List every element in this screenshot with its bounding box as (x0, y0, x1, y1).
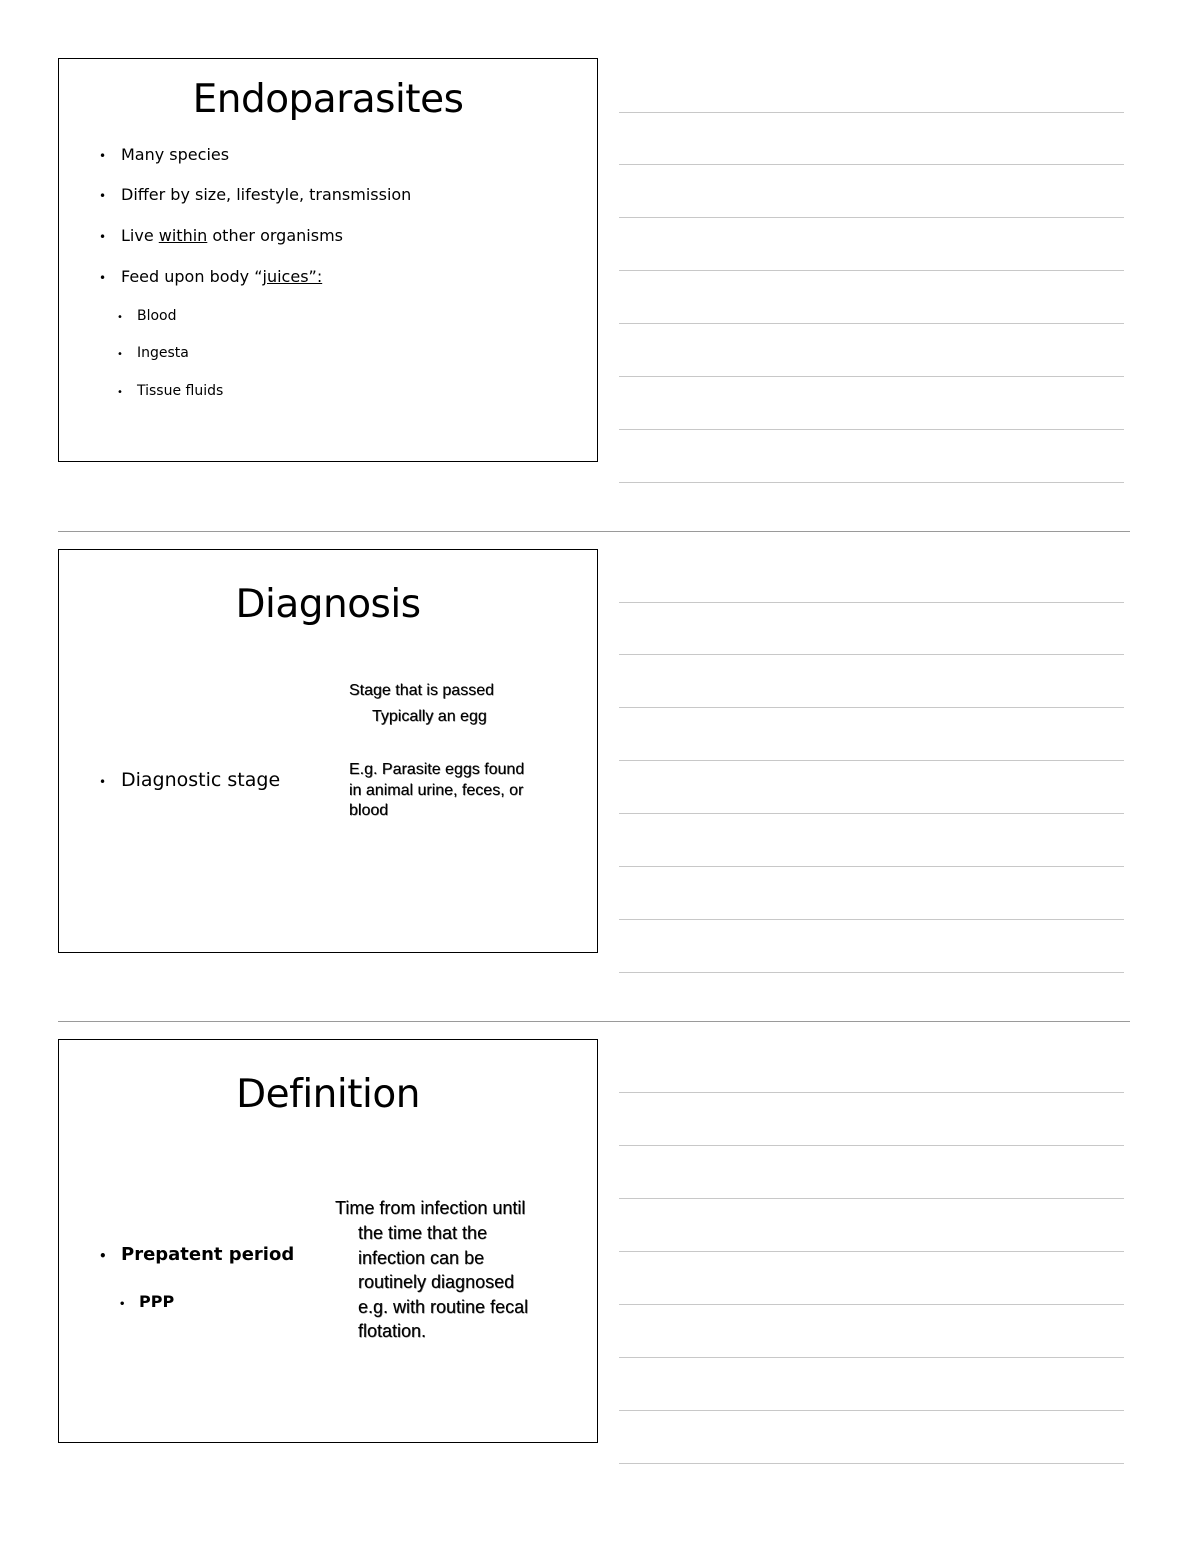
side-text-line: flotation. (358, 1321, 427, 1341)
note-line (619, 482, 1124, 483)
bullet-icon: • (117, 312, 123, 323)
sub-bullet-item (117, 345, 189, 361)
sub-bullet-text: Tissue fluids (137, 383, 224, 399)
bullet-icon: • (99, 1249, 107, 1263)
note-line (619, 217, 1124, 218)
note-line (619, 1251, 1124, 1252)
bullet-text: Prepatent period (121, 1244, 295, 1265)
side-text-line: routinely diagnosed (358, 1272, 515, 1292)
note-line (619, 1304, 1124, 1305)
bullet-icon: • (117, 387, 123, 398)
side-text-line: e.g. with routine fecal (358, 1297, 529, 1317)
bullet-item (99, 145, 229, 164)
bullet-icon: • (99, 775, 107, 789)
sub-bullet-text: Blood (137, 308, 177, 324)
note-line (619, 1357, 1124, 1358)
note-line (619, 112, 1124, 113)
side-text-line: E.g. Parasite eggs found (349, 761, 525, 778)
note-line (619, 972, 1124, 973)
note-line (619, 866, 1124, 867)
slide-title: Endoparasites (192, 77, 464, 122)
note-line (619, 376, 1124, 377)
sub-bullet-item (117, 308, 177, 324)
note-line (619, 654, 1124, 655)
bullet-item (99, 226, 343, 245)
section-divider (58, 1021, 1130, 1022)
note-line (619, 1198, 1124, 1199)
bullet-item (99, 185, 411, 204)
side-text-line: infection can be (358, 1248, 485, 1268)
slide-title: Definition (236, 1072, 420, 1117)
note-line (619, 813, 1124, 814)
note-line (619, 760, 1124, 761)
note-line (619, 1410, 1124, 1411)
side-text-line: Time from infection until (335, 1198, 526, 1218)
bullet-icon: • (99, 271, 107, 285)
slide-diagnosis (58, 549, 598, 953)
note-line (619, 164, 1124, 165)
note-line (619, 270, 1124, 271)
slide-title: Diagnosis (235, 582, 421, 627)
note-line (619, 602, 1124, 603)
bullet-icon: • (117, 349, 123, 360)
underlined-text: within (158, 226, 208, 245)
sub-bullet-item (119, 1292, 174, 1311)
note-line (619, 919, 1124, 920)
bullet-text: Live (121, 226, 159, 245)
section-divider (58, 531, 1130, 532)
bullet-text: Differ by size, lifestyle, transmission (121, 185, 412, 204)
sub-bullet-text: Ingesta (137, 345, 189, 361)
slide-endoparasites (58, 58, 598, 462)
note-line (619, 323, 1124, 324)
bullet-icon: • (99, 189, 107, 203)
bullet-item (99, 769, 280, 791)
bullet-text: other organisms (207, 226, 343, 245)
bullet-item (99, 267, 322, 286)
note-line (619, 1092, 1124, 1093)
bullet-icon: • (99, 149, 107, 163)
sub-bullet-text: PPP (139, 1292, 175, 1311)
side-text-line: in animal urine, feces, or (349, 782, 524, 799)
sub-bullet-item (117, 383, 223, 399)
note-line (619, 429, 1124, 430)
bullet-text: Feed upon body “ (121, 267, 263, 286)
bullet-icon: • (99, 230, 107, 244)
note-line (619, 1145, 1124, 1146)
underlined-text: juices”: (262, 267, 323, 286)
note-line (619, 707, 1124, 708)
side-text-line: Stage that is passed (349, 682, 494, 699)
bullet-icon: • (119, 1299, 126, 1310)
note-line (619, 1463, 1124, 1464)
slide-definition (58, 1039, 598, 1443)
side-text-line: blood (349, 802, 389, 819)
side-text-line: Typically an egg (372, 708, 487, 725)
bullet-text: Many species (121, 145, 230, 164)
side-text-line: the time that the (358, 1223, 488, 1243)
bullet-text: Diagnostic stage (121, 769, 281, 791)
bullet-item (99, 1244, 294, 1265)
